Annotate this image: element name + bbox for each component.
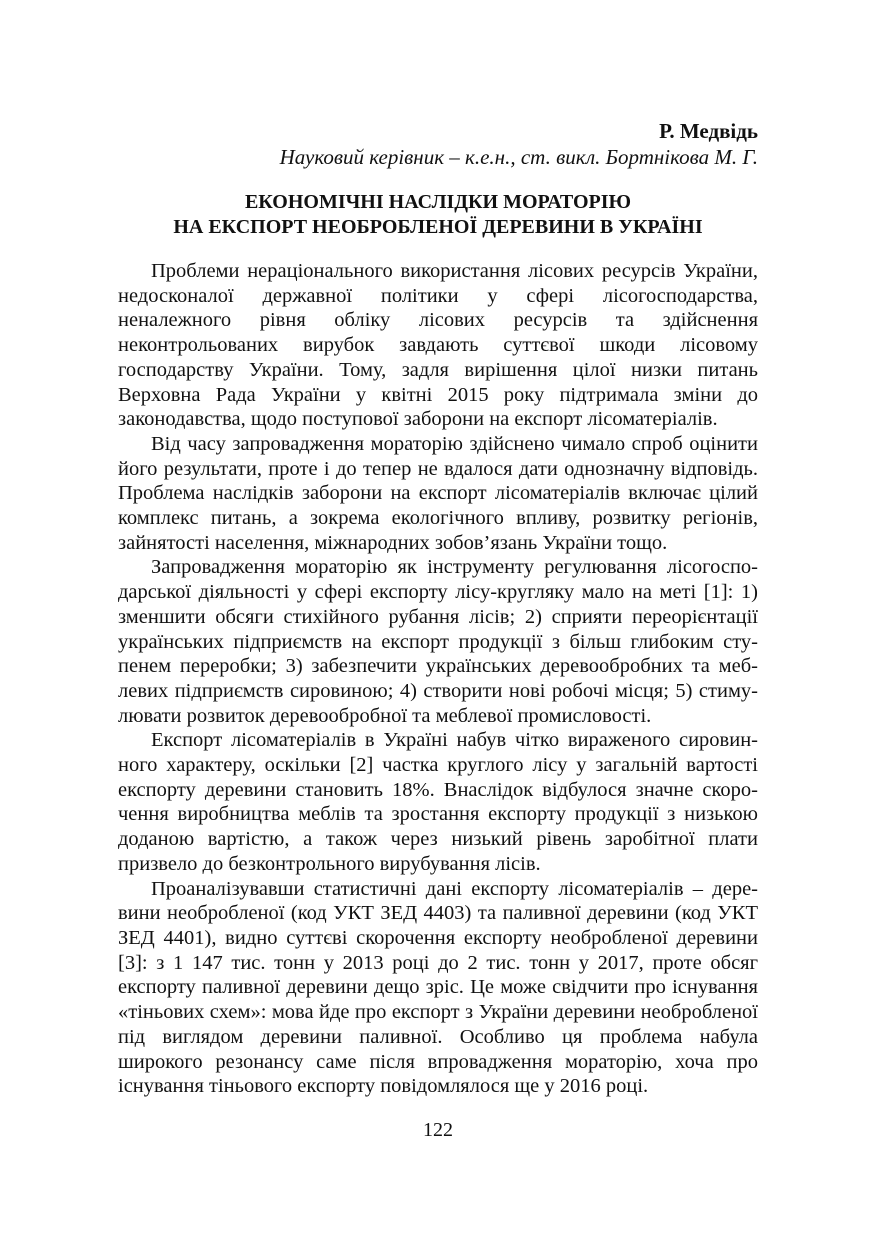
author-name: Р. Медвідь xyxy=(659,119,758,143)
supervisor-line: Науковий керівник – к.е.н., ст. викл. Бортнікова М. Г. xyxy=(279,145,758,169)
paragraph: Проблеми нераціонального використання лісових ресурсів України, недосконалої державної політики у сфері лісогосподарства, неналежного рівня обліку лісових ресурсів та здійснення неконтрольованих вирубок завдають суттєвої шкоди лісовому господарству України. Тому, задля вирішення цілої низки питань Верховна Рада України у квітні 2015 року підтримала зміни до законодавства, щодо поступової заборони на експорт лісоматеріалів. xyxy=(118,260,758,431)
paragraph: Експорт лісоматеріалів в Україні набув чітко вираженого сировинного характеру, оскільки [2] частка круглого лісу у загальній вартості експорту деревини становить 18%. Внаслідок відбулося значне скорочення виробництва меблів та зростання експорту продукції з низькою доданою вартістю, а також через низький рівень заробітної плати призвело до безконтрольного вирубування лісів. xyxy=(118,729,758,875)
page-number: 122 xyxy=(423,1119,453,1141)
article-body xyxy=(118,259,758,1099)
paragraph: Проаналізувавши статистичні дані експорту лісоматеріалів – деревини необробленої (код УКТ ЗЕД 4403) та паливної деревини (код УКТ ЗЕД 4401), видно суттєві скорочення експорту необробленої деревини [3]: з 1 147 тис. тонн у 2013 році до 2 тис. тонн у 2017, проте обсяг експорту паливної деревини дещо зріс. Це може свідчити про існування «тіньових схем»: мова йде про експорт з України деревини необробленої під виглядом деревини паливної. Особливо ця проблема набула широкого резонансу саме після впровадження мораторію, хоча про існування тіньового експорту повідомлялося ще у 2016 році. xyxy=(118,877,758,1098)
author-block xyxy=(118,118,758,170)
article-title xyxy=(118,190,758,240)
title-line-2: НА ЕКСПОРТ НЕОБРОБЛЕНОЇ ДЕРЕВИНИ В УКРАЇНІ xyxy=(173,216,703,238)
paragraph: Від часу запровадження мораторію здійснено чимало спроб оцінити його результати, проте і до тепер не вдалося дати однозначну відповідь. Проблема наслідків заборони на експорт лісоматеріалів включає цілий комплекс питань, а зокрема екологічного впливу, розвитку регіонів, зайнятості населення, міжнародних зобов’язань України тощо. xyxy=(118,432,758,554)
title-line-1: ЕКОНОМІЧНІ НАСЛІДКИ МОРАТОРІЮ xyxy=(244,191,632,213)
paragraph: Запровадження мораторію як інструменту регулювання лісогосподарської діяльності у сфері експорту лісу-кругляку мало на меті [1]: 1) зменшити обсяги стихійного рубання лісів; 2) сприяти переорієнтації українських підприємств на експорт продукції з більш глибоким ступенем переробки; 3) забезпечити українських деревообробних та меблевих підприємств сировиною; 4) створити нові робочі місця; 5) стимулювати розвиток деревообробної та меблевої промисловості. xyxy=(118,556,758,727)
